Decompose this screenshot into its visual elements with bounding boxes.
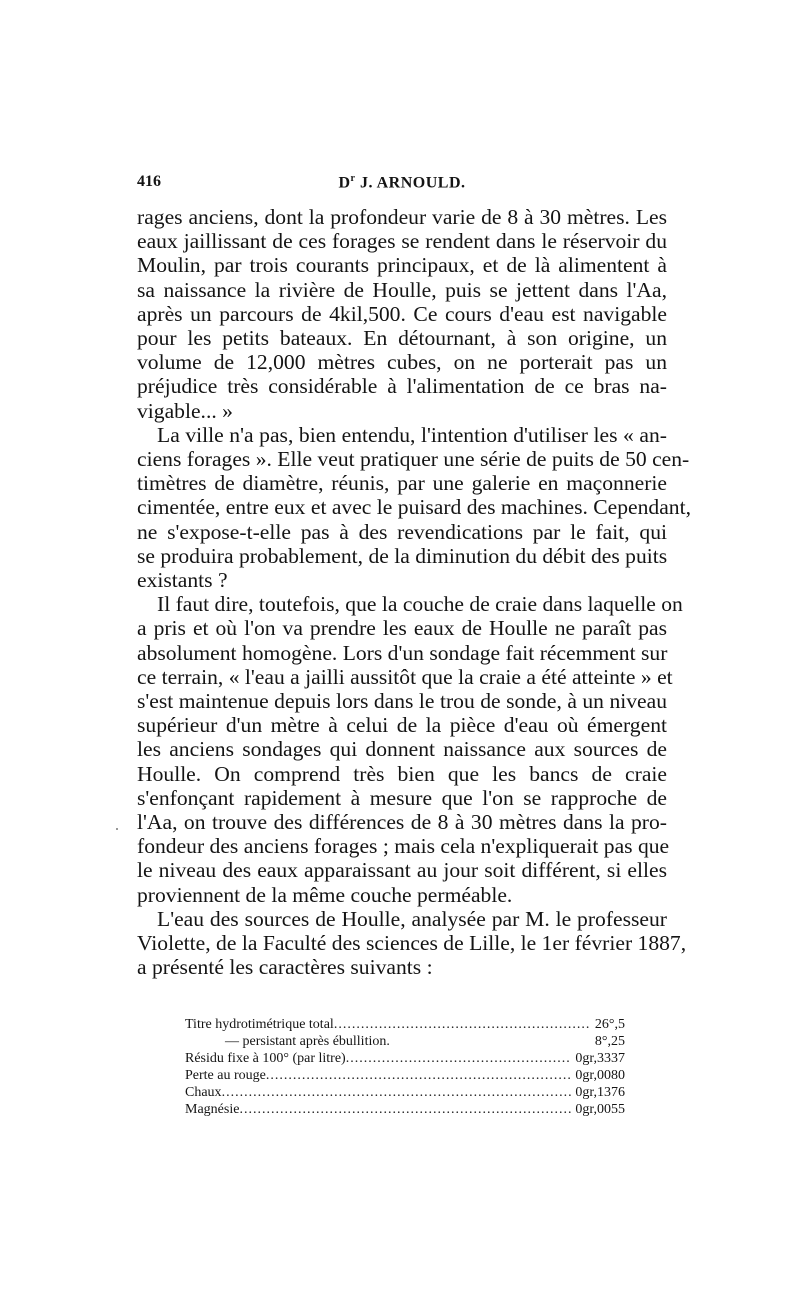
- text-line: eaux jaillissant de ces forages se rendent dans le réservoir du: [137, 229, 667, 254]
- page-number: 416: [137, 173, 161, 190]
- analysis-row: [185, 1016, 625, 1033]
- analysis-value: 8°,25: [594, 1034, 625, 1049]
- text-line: pour les petits bateaux. En détournant, à son origine, un: [137, 326, 667, 351]
- analysis-value: 26°,5: [594, 1017, 625, 1032]
- text-line: ne s'expose-t-elle pas à des revendications par le fait, qui: [137, 519, 667, 544]
- print-speck: [116, 828, 118, 830]
- text-line: se produira probablement, de la diminution du débit des puits: [137, 543, 668, 568]
- analysis-table: [185, 1016, 625, 1118]
- analysis-label: Chaux: [185, 1085, 222, 1100]
- text-line: vigable... »: [137, 398, 233, 423]
- text-line: Violette, de la Faculté des sciences de Lille, le 1er février 1887,: [137, 931, 687, 956]
- body-text: [137, 205, 692, 980]
- analysis-row: [185, 1050, 625, 1067]
- text-line: proviennent de la même couche perméable.: [137, 882, 513, 907]
- leader-dots: [222, 1084, 572, 1101]
- text-line: fondeur des anciens forages ; mais cela n'expliquerait pas que: [137, 834, 670, 859]
- analysis-label: Magnésie: [185, 1102, 240, 1117]
- leader-dots: [346, 1050, 572, 1067]
- text-line: Houlle. On comprend très bien que les bancs de craie: [137, 761, 667, 786]
- text-line: les anciens sondages qui donnent naissance aux sources de: [137, 737, 667, 762]
- analysis-label: Titre hydrotimétrique total: [185, 1017, 334, 1032]
- text-line: s'enfonçant rapidement à mesure que l'on se rapproche de: [137, 785, 667, 810]
- text-line: Il faut dire, toutefois, que la couche de craie dans laquelle on: [157, 592, 683, 617]
- analysis-label: Perte au rouge: [185, 1068, 266, 1083]
- analysis-row: [185, 1101, 625, 1118]
- analysis-row: [185, 1084, 625, 1101]
- text-line: sa naissance la rivière de Houlle, puis se jettent dans l'Aa,: [137, 277, 667, 302]
- text-line: préjudice très considérable à l'alimentation de ce bras na-: [137, 374, 667, 399]
- text-line: supérieur d'un mètre à celui de la pièce d'eau où émergent: [137, 713, 667, 738]
- author-name: J. ARNOULD.: [360, 174, 466, 192]
- text-line: l'Aa, on trouve des différences de 8 à 30 mètres dans la pro-: [137, 810, 667, 835]
- running-head: [137, 173, 667, 192]
- text-line: existants ?: [137, 568, 228, 593]
- text-line: s'est maintenue depuis lors dans le trou de sonde, à un niveau: [137, 689, 667, 714]
- text-line: ciens forages ». Elle veut pratiquer une série de puits de 50 cen-: [137, 447, 690, 472]
- text-line: après un parcours de 4kil,500. Ce cours d'eau est navigable: [137, 301, 667, 326]
- text-line: le niveau des eaux apparaissant au jour soit différent, si elles: [137, 858, 667, 883]
- text-line: a pris et où l'on va prendre les eaux de Houlle ne paraît pas: [137, 616, 667, 641]
- analysis-label: Résidu fixe à 100° (par litre): [185, 1051, 346, 1066]
- text-line: timètres de diamètre, réunis, par une galerie en maçonnerie: [137, 471, 667, 496]
- text-line: volume de 12,000 mètres cubes, on ne porterait pas un: [137, 350, 667, 375]
- text-line: absolument homogène. Lors d'un sondage fait récemment sur: [137, 640, 668, 665]
- text-line: ce terrain, « l'eau a jailli aussitôt que la craie a été atteinte » et: [137, 664, 673, 689]
- page-header: [137, 173, 667, 199]
- text-line: rages anciens, dont la profondeur varie de 8 à 30 mètres. Les: [137, 205, 667, 229]
- analysis-value: 0gr,0055: [575, 1102, 625, 1117]
- leader-dots: [239, 1101, 571, 1118]
- text-line: L'eau des sources de Houlle, analysée par M. le professeur: [157, 906, 667, 931]
- text-line: cimentée, entre eux et avec le puisard des machines. Cependant,: [137, 495, 692, 520]
- leader-dots: [334, 1016, 591, 1033]
- analysis-row: [185, 1067, 625, 1084]
- author-sup: r: [350, 173, 356, 184]
- text-line: a présenté les caractères suivants :: [137, 955, 433, 980]
- text-line: La ville n'a pas, bien entendu, l'intention d'utiliser les « an-: [157, 422, 667, 447]
- analysis-value: 0gr,0080: [575, 1068, 625, 1083]
- analysis-row: [185, 1033, 625, 1050]
- leader-dots: [266, 1067, 572, 1084]
- analysis-value: 0gr,3337: [575, 1051, 625, 1066]
- author-prefix: D: [338, 174, 351, 192]
- analysis-label: — persistant après ébullition.: [225, 1034, 390, 1049]
- text-line: Moulin, par trois courants principaux, et de là alimentent à: [137, 253, 667, 278]
- analysis-value: 0gr,1376: [575, 1085, 625, 1100]
